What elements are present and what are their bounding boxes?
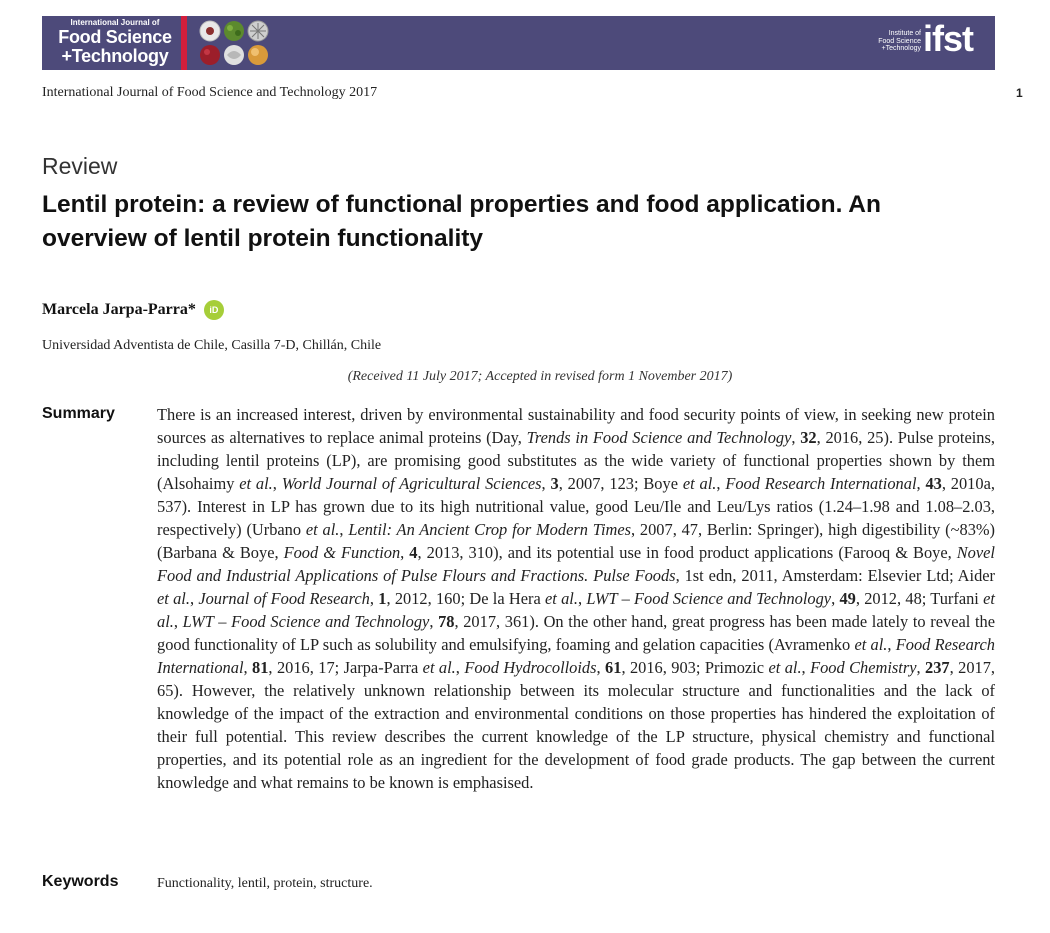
summary-run: ,: [455, 658, 465, 677]
orcid-icon[interactable]: iD: [204, 300, 224, 320]
summary-run: ,: [577, 589, 587, 608]
summary-italic-run: LWT – Food Science and Technology: [182, 612, 430, 631]
received-accepted-dates: (Received 11 July 2017; Accepted in revised form 1 November 2017): [347, 369, 733, 384]
summary-italic-run: World Journal of Agricultural Sciences: [281, 474, 542, 493]
ifst-small-line-3: +Technology: [881, 45, 921, 52]
logo-line-1: Food Science: [58, 27, 172, 47]
summary-bold-run: 43: [925, 474, 942, 493]
summary-italic-run: et al.: [157, 589, 190, 608]
summary-run: ,: [272, 474, 282, 493]
summary-italic-run: et al.: [157, 589, 995, 631]
summary-run: ,: [887, 635, 896, 654]
summary-italic-run: Journal of Food Research: [198, 589, 370, 608]
summary-italic-run: et al.: [768, 658, 802, 677]
journal-logo: [50, 18, 180, 66]
summary-bold-run: 3: [550, 474, 559, 493]
summary-run: ,: [791, 428, 801, 447]
summary-run: ,: [541, 474, 551, 493]
summary-italic-run: Food Chemistry: [810, 658, 917, 677]
summary-bold-run: 49: [839, 589, 856, 608]
summary-italic-run: et al.: [682, 474, 717, 493]
summary-italic-run: et al.: [239, 474, 273, 493]
summary-run: ,: [369, 589, 379, 608]
summary-run: ,: [916, 474, 926, 493]
summary-italic-run: Trends in Food Science and Technology: [526, 428, 792, 447]
summary-bold-run: 61: [605, 658, 622, 677]
summary-bold-run: 237: [925, 658, 950, 677]
summary-italic-run: Novel Food and Industrial Applications of Pulse Flours and Fractions. Pulse Foods: [157, 543, 995, 585]
summary-italic-run: et al.: [854, 635, 888, 654]
summary-run: , 2007, 123; Boye: [558, 474, 683, 493]
summary-bold-run: 4: [409, 543, 418, 562]
ifst-wordmark: ifst: [923, 18, 973, 59]
banner-accent-bar: [181, 16, 187, 70]
article-title: Lentil protein: a review of functional properties and food application. An overview of lentil protein functionality: [42, 191, 881, 252]
summary-italic-run: LWT – Food Science and Technology: [586, 589, 832, 608]
logo-small-text: International Journal of: [70, 18, 160, 27]
summary-run: ,: [173, 612, 183, 631]
summary-run: ,: [801, 658, 811, 677]
author-affiliation: Universidad Adventista de Chile, Casilla 7-D, Chillán, Chile: [42, 338, 382, 353]
summary-run: ,: [596, 658, 606, 677]
keywords-label: Keywords: [42, 873, 119, 890]
summary-italic-run: et al.: [422, 658, 456, 677]
running-header: International Journal of Food Science and Technology 2017: [42, 85, 378, 100]
author-line: [42, 300, 224, 320]
summary-run: ,: [716, 474, 726, 493]
page-number: 1: [1016, 86, 1023, 100]
summary-run: , 2017, 361). On the other hand, great progress has been made lately to reveal the good functionality of LP such as solubility and emulsifying, foaming and gelation capacities (Avramenko: [157, 612, 995, 654]
food-images-icon: [198, 19, 272, 67]
summary-italic-run: Food & Function: [283, 543, 401, 562]
summary-run: , 2012, 160; De la Hera: [386, 589, 545, 608]
ifst-small-text: [865, 30, 921, 53]
summary-italic-run: Food Research International: [157, 635, 996, 677]
summary-bold-run: 32: [800, 428, 817, 447]
summary-italic-run: et al.: [545, 589, 578, 608]
summary-run: , 2012, 48; Turfani: [855, 589, 984, 608]
summary-bold-run: 81: [252, 658, 269, 677]
summary-bold-run: 78: [438, 612, 455, 631]
summary-run: ,: [831, 589, 840, 608]
summary-run: There is an increased interest, driven by environmental sustainability and food security points of view, in seeking new protein sources as alternatives to replace animal proteins (Day,: [157, 405, 995, 447]
summary-run: , 2013, 310), and its potential use in food product applications (Farooq & Boye,: [417, 543, 957, 562]
logo-line-2: +Technology: [61, 46, 169, 66]
summary-run: , 2010a, 537). Interest in LP has grown due to its high nutritional value, good Leu/Ile and Leu/Lys ratios (1.24–1.98 and 1.08–2.03, respectively) (Urbano: [157, 474, 995, 539]
summary-bold-run: 1: [378, 589, 387, 608]
summary-run: ,: [400, 543, 410, 562]
article-type: Review: [42, 153, 118, 179]
summary-run: , 2016, 903; Primozic: [621, 658, 769, 677]
ifst-logo: [865, 18, 985, 64]
summary-run: , 2016, 17; Jarpa-Parra: [268, 658, 423, 677]
summary-run: ,: [339, 520, 349, 539]
summary-run: , 2017, 65). However, the relatively unknown relationship between its molecular structure and functionalities and the lack of knowledge of the impact of the extraction and environmental conditions on those properties has hindered the exploitation of their full potential. This review describes the current knowledge of the LP structure, physical chemistry and functional properties, and its potential role as an ingredient for the development of food grade products. The gap between the current knowledge and what remains to be known is emphasised.: [157, 658, 996, 792]
keywords-text: Functionality, lentil, protein, structure.: [157, 876, 373, 891]
summary-label: Summary: [42, 405, 115, 422]
summary-run: ,: [916, 658, 926, 677]
author-name: Marcela Jarpa-Parra*: [42, 301, 196, 318]
summary-italic-run: et al.: [305, 520, 340, 539]
summary-italic-run: Food Research International: [725, 474, 917, 493]
summary-italic-run: Food Hydrocolloids: [464, 658, 597, 677]
ifst-small-line-2: Food Science: [878, 37, 921, 45]
summary-italic-run: Lentil: An Ancient Crop for Modern Times: [348, 520, 631, 539]
summary-run: ,: [243, 658, 253, 677]
summary-run: , 2016, 25). Pulse proteins, including lentil proteins (LP), are promising good substitutes as the wide variety of functional properties shown by them (Alsohaimy: [157, 428, 995, 493]
summary-run: ,: [189, 589, 199, 608]
summary-run: ,: [429, 612, 439, 631]
summary-run: , 2007, 47, Berlin: Springer), high digestibility (~83%) (Barbana & Boye,: [157, 520, 995, 562]
journal-banner: [42, 16, 995, 70]
summary-text: [157, 403, 995, 794]
summary-run: , 1st edn, 2011, Amsterdam: Elsevier Ltd; Aider: [675, 566, 995, 585]
ifst-small-line-1: Institute of: [888, 30, 921, 37]
